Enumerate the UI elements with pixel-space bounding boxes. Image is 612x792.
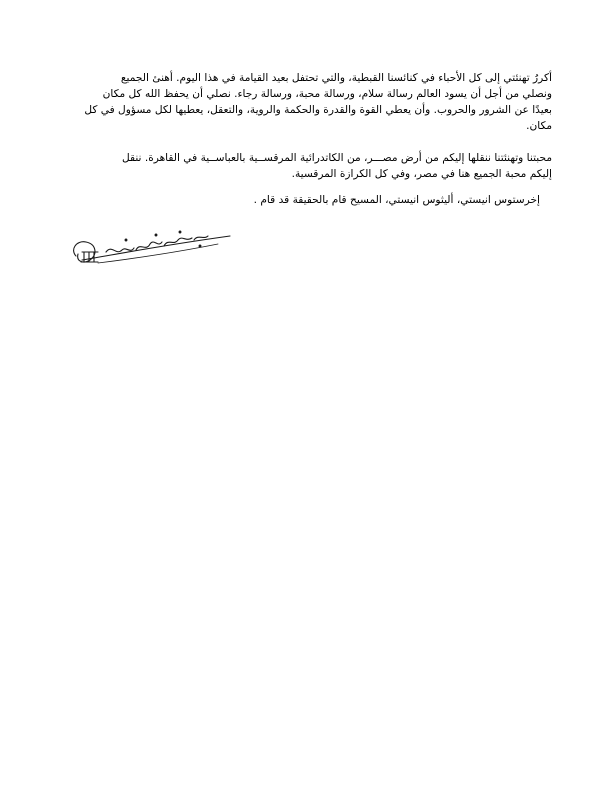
greeting-paragraph (60, 70, 552, 134)
paragraph-line: محبتنا وتهنئتنا ننقلها إليكم من أرض مصـــر، من الكاتدرائية المرقســية بالعباســية في القاهرة. ننقل (121, 152, 552, 164)
paragraph-spacer (60, 134, 552, 150)
signature-drawing (68, 230, 236, 272)
letter-body (60, 70, 552, 208)
easter-closing-line: إخرستوس انيستي، أليثوس انيستي، المسيح قام بالحقيقة قد قام . (253, 194, 540, 206)
paragraph-line: إليكم محبة الجميع هنا في مصر، وفي كل الكرازة المرقسية. (291, 168, 552, 180)
paragraph-spacer (60, 182, 552, 192)
paragraph-line: مكان. (526, 120, 552, 132)
signature-icon (68, 230, 236, 272)
paragraph-line: أكررُ تهنئتي إلى كل الأحباء في كنائسنا القبطية، والتي تحتفل بعيد القيامة في هذا اليوم. أهنئ الجميع (120, 72, 552, 84)
paragraph-line: بعيدًا عن الشرور والحروب. وأن يعطي القوة والقدرة والحكمة والروية، والتعقل، يعطيها لكل مسؤول في كل (84, 104, 552, 116)
paragraph-line: ونصلي من أجل أن يسود العالم رسالة سلام، ورسالة محبة، ورسالة رجاء. نصلي أن يحفظ الله كل مكان (102, 88, 552, 100)
cathedral-paragraph (60, 150, 552, 182)
